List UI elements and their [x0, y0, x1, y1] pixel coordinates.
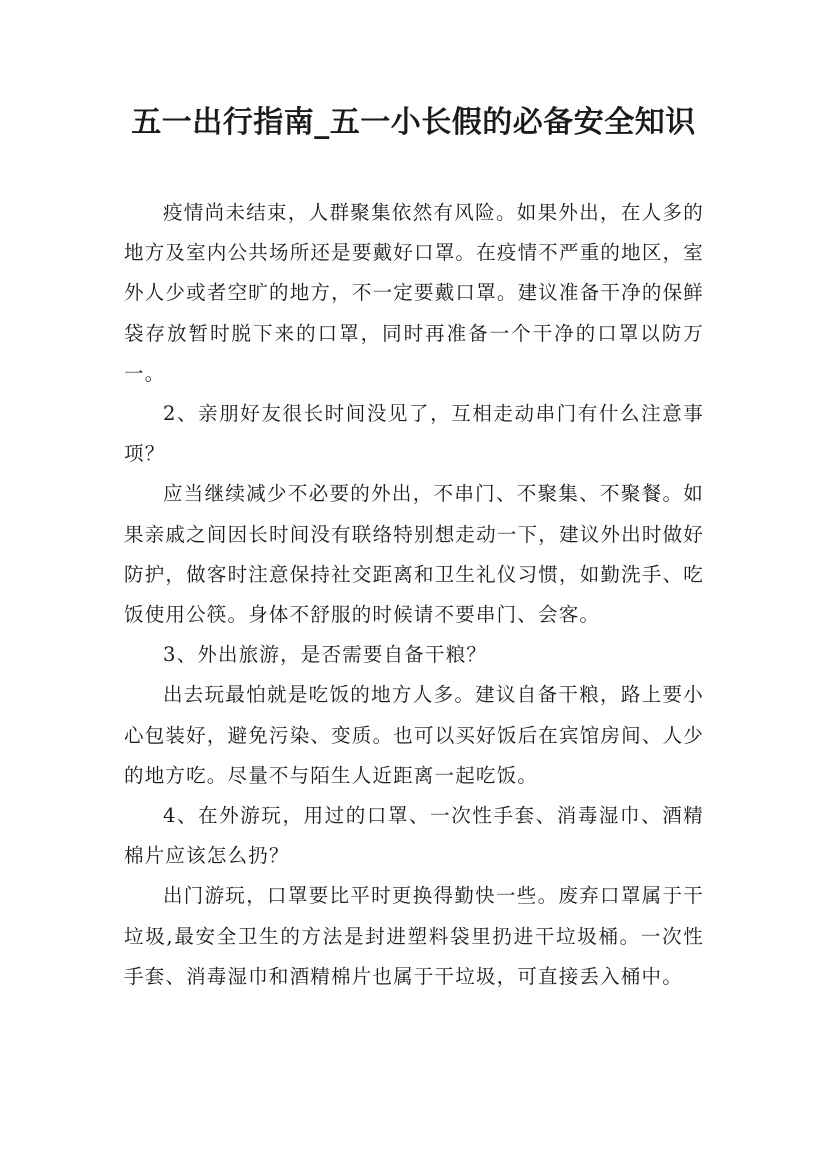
heading-disposal: 4、在外游玩，用过的口罩、一次性手套、消毒湿巾、酒精棉片应该怎么扔？ [124, 804, 704, 868]
paragraph-epidemic-masks: 疫情尚未结束，人群聚集依然有风险。如果外出，在人多的地方及室内公共场所还是要戴好口罩。在疫情不严重的地区，室外人少或者空旷的地方，不一定要戴口罩。建议准备干净的保鲜袋存放暂时脱下来的口罩，同时再准备一个干净的口罩以防万一。 [124, 201, 704, 385]
paragraph-disposal: 出门游玩，口罩要比平时更换得勤快一些。废弃口罩属于干垃圾,最安全卫生的方法是封进塑料袋里扔进干垃圾桶。一次性手套、消毒湿巾和酒精棉片也属于干垃圾，可直接丢入桶中。 [124, 884, 704, 988]
paragraph-visiting-friends: 应当继续减少不必要的外出，不串门、不聚集、不聚餐。如果亲戚之间因长时间没有联络特别想走动一下，建议外出时做好防护，做客时注意保持社交距离和卫生礼仪习惯，如勤洗手、吃饭使用公筷。身体不舒服的时候请不要串门、会客。 [124, 482, 704, 627]
heading-bring-food: 3、外出旅游，是否需要自备干粮？ [163, 643, 488, 667]
document-body [124, 193, 704, 997]
heading-visiting-friends: 2、亲朋好友很长时间没见了，互相走动串门有什么注意事项？ [124, 402, 704, 466]
document-title: 五一出行指南_五一小长假的必备安全知识 [131, 105, 696, 140]
paragraph-bring-food: 出去玩最怕就是吃饭的地方人多。建议自备干粮，路上要小心包装好，避免污染、变质。也可以买好饭后在宾馆房间、人少的地方吃。尽量不与陌生人近距离一起吃饭。 [124, 683, 704, 787]
